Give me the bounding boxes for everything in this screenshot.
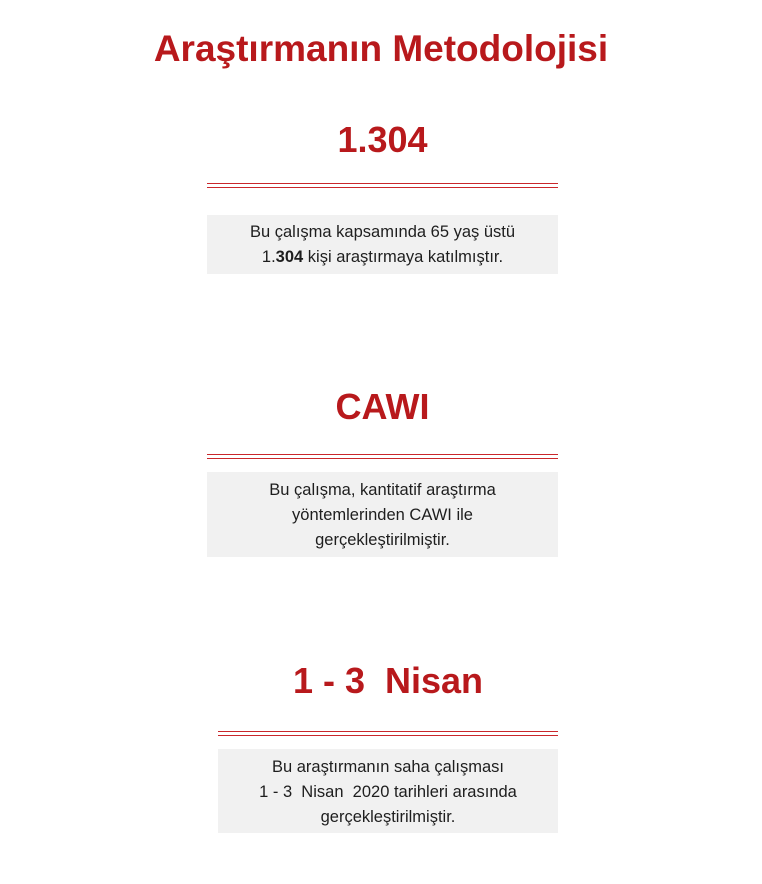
description-line: yöntemlerinden CAWI ile (292, 506, 473, 524)
page-title: Araştırmanın Metodolojisi (153, 28, 609, 69)
description-text: kişi araştırmaya katılmıştır. (303, 248, 504, 266)
section-divider (218, 731, 558, 736)
description-line: gerçekleştirilmiştir. (320, 808, 456, 826)
description-line: Bu çalışma, kantitatif araştırma (269, 481, 496, 499)
description-text: 1. (261, 248, 276, 266)
method-stat: CAWI (335, 386, 430, 427)
description-bold-number: 304 (275, 248, 304, 266)
description-line: Bu çalışma kapsamında 65 yaş üstü (249, 223, 516, 241)
method-description-box (207, 472, 558, 557)
description-line: gerçekleştirilmiştir. (315, 531, 450, 549)
participant-count-stat: 1.304 (337, 119, 428, 160)
participant-description-box (207, 215, 558, 274)
description-line: 1 - 3 Nisan 2020 tarihleri arasında (259, 783, 517, 801)
description-line: Bu araştırmanın saha çalışması (271, 758, 504, 776)
fieldwork-date-stat: 1 - 3 Nisan (292, 660, 484, 701)
fieldwork-description-box (218, 749, 558, 833)
section-divider (207, 454, 558, 459)
section-divider (207, 183, 558, 188)
description-line (207, 245, 558, 270)
